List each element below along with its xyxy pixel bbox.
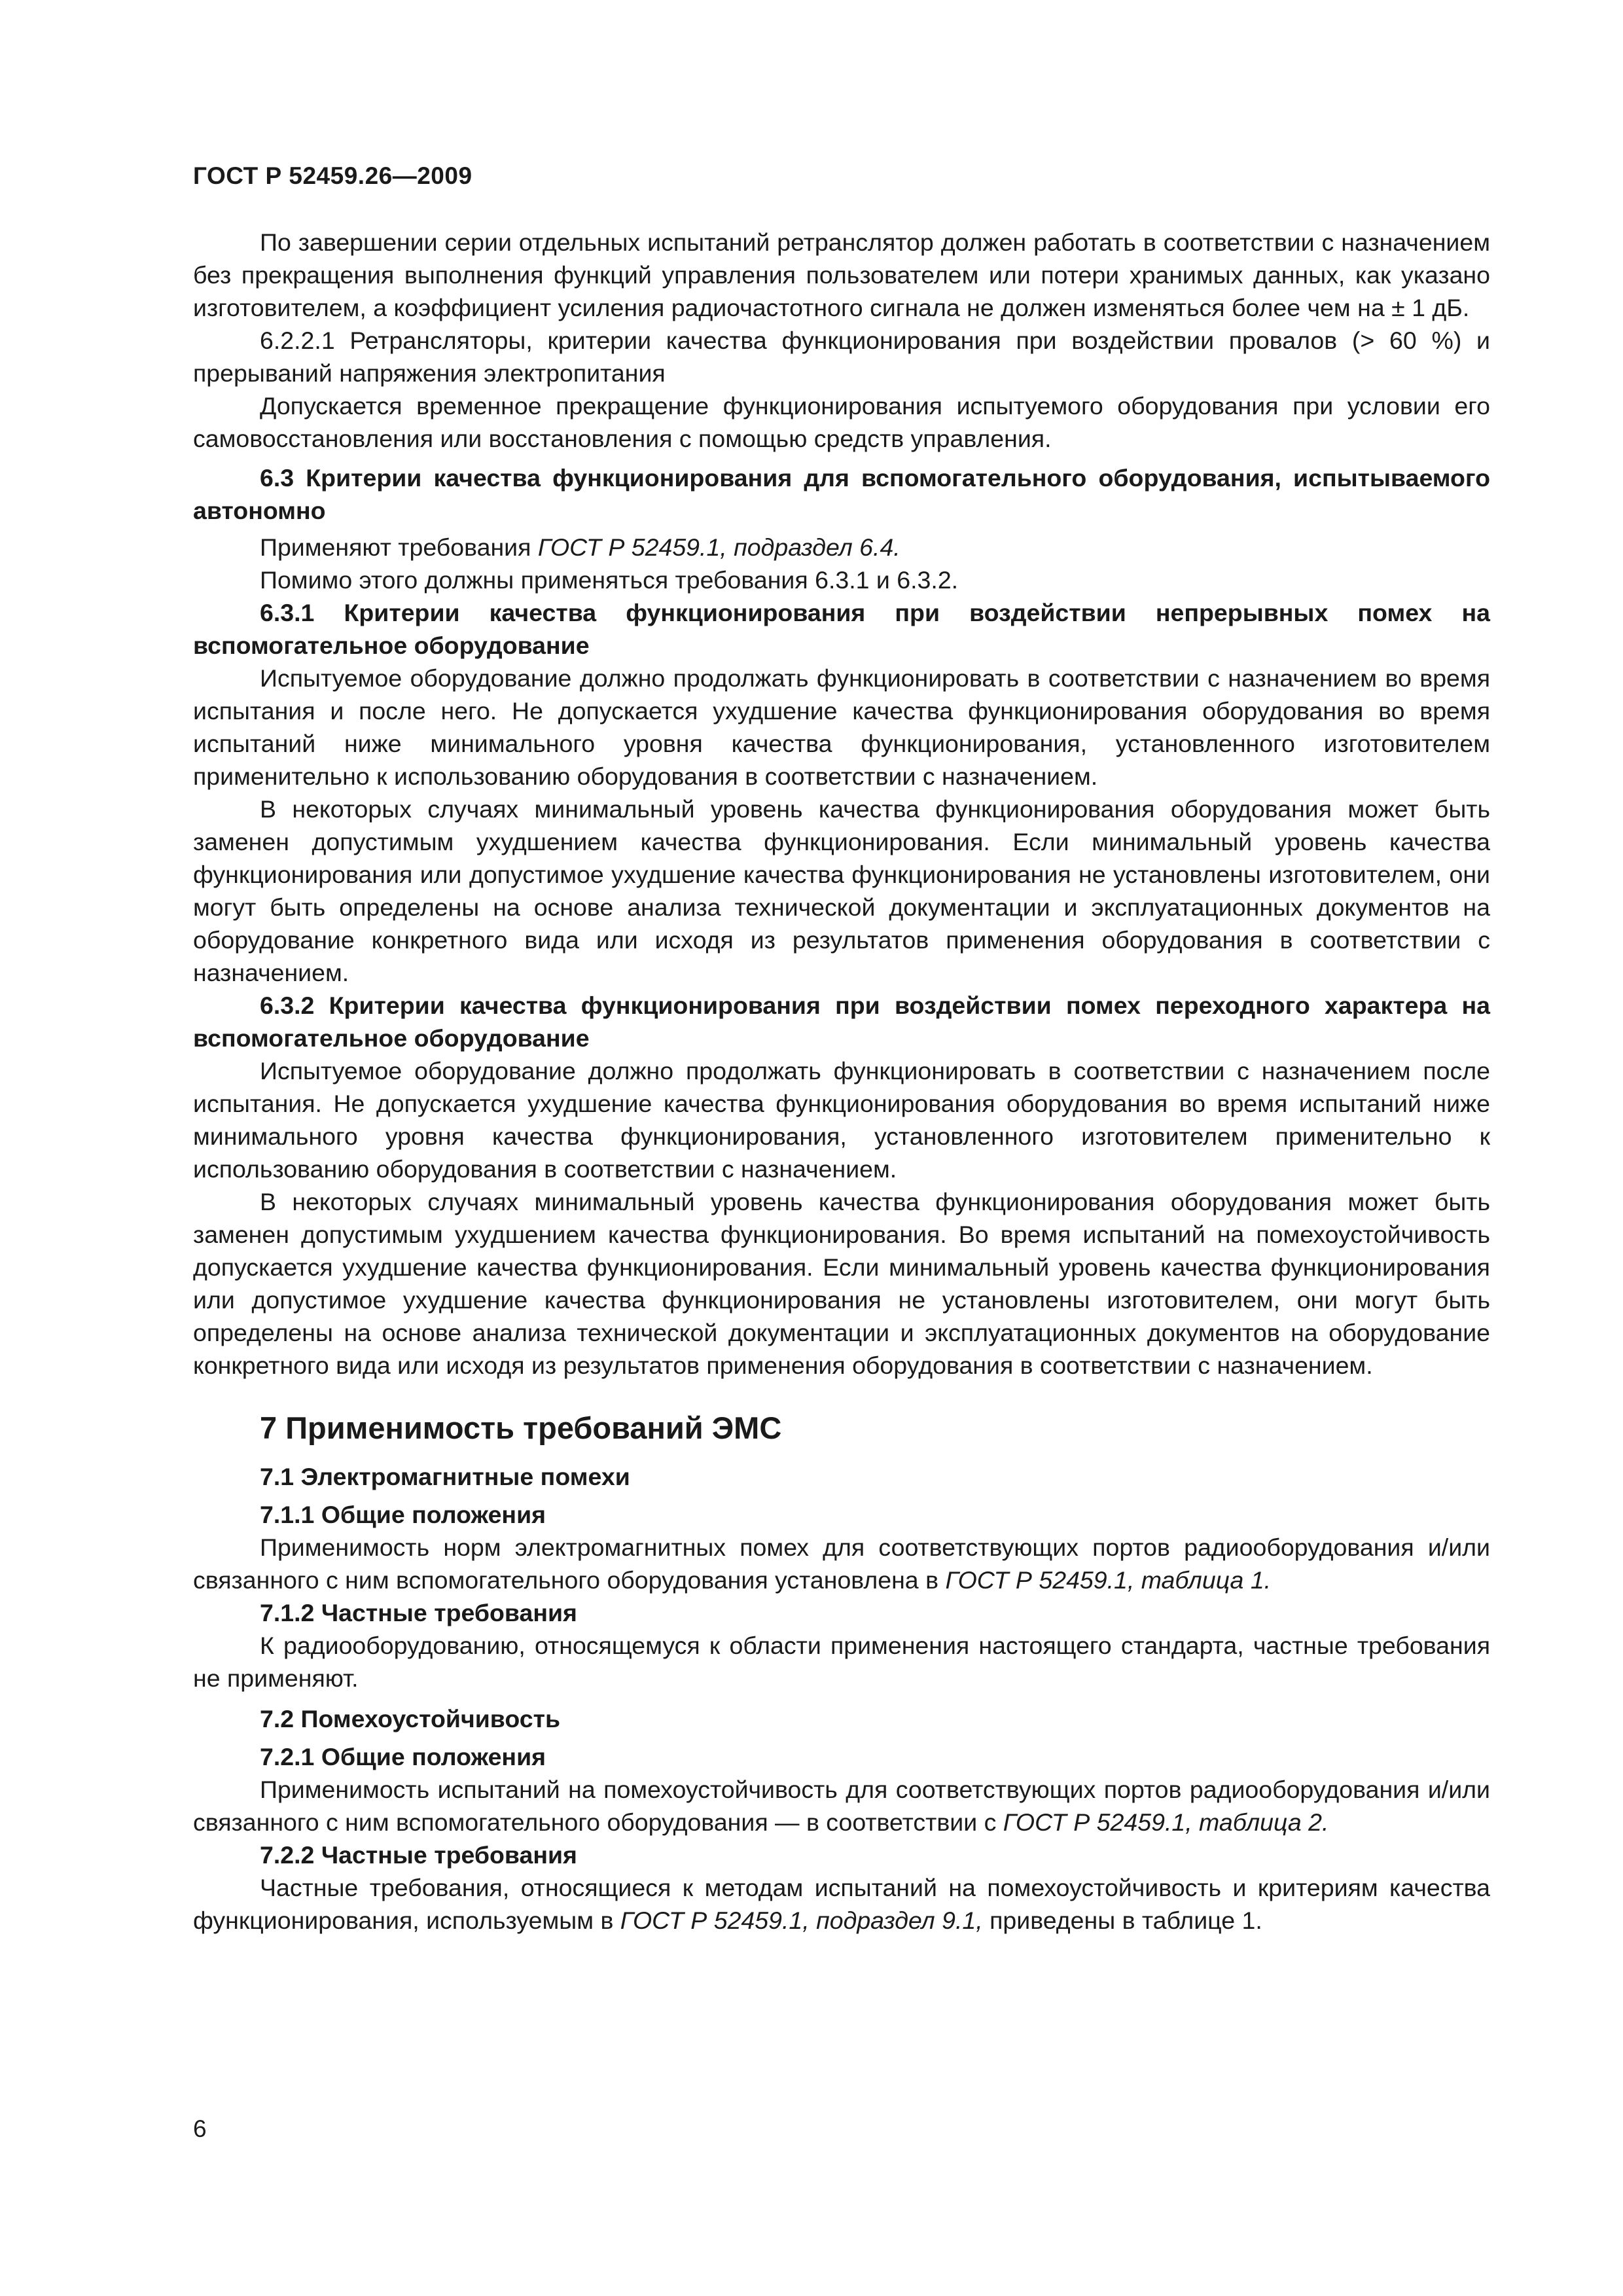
document-header: ГОСТ Р 52459.26—2009 — [193, 162, 473, 189]
section-heading-7-1: 7.1 Электромагнитные помехи — [260, 1463, 630, 1490]
section-heading-7-2-2: 7.2.2 Частные требования — [260, 1841, 577, 1869]
paragraph: По завершении серии отдельных испытаний ретранслятор должен работать в соответствии с назначением без прекращения выполнения функций управления пользователем или потери хранимых данных, как указано изготовителем, а коэффициент усиления радиочастотного сигнала не должен изменяться более чем на ± 1 дБ. — [193, 228, 1490, 321]
paragraph: Помимо этого должны применяться требования 6.3.1 и 6.3.2. — [260, 566, 959, 594]
paragraph: 6.2.2.1 Ретрансляторы, критерии качества функционирования при воздействии провалов (> 60 %) и прерываний напряжения электропитания — [193, 327, 1490, 387]
section-heading-6-3: 6.3 Критерии качества функционирования для вспомогательного оборудования, испытываемого автономно — [193, 464, 1490, 524]
paragraph: Частные требования, относящиеся к методам испытаний на помехоустойчивость и критериям качества функционирования, используемым в ГОСТ Р 52459.1, подраздел 9.1, приведены в таблице 1. — [193, 1874, 1490, 1934]
paragraph: Применимость норм электромагнитных помех для соответствующих портов радиооборудования и/или связанного с ним вспомогательного оборудования установлена в ГОСТ Р 52459.1, таблица 1. — [193, 1534, 1490, 1594]
reference: ГОСТ Р 52459.1, подраздел 9.1, — [620, 1907, 983, 1934]
reference: ГОСТ Р 52459.1, таблица 2. — [1003, 1808, 1329, 1836]
paragraph: Допускается временное прекращение функционирования испытуемого оборудования при условии его самовосстановления или восстановления с помощью средств управления. — [193, 392, 1490, 452]
paragraph: В некоторых случаях минимальный уровень качества функционирования оборудования может быть заменен допустимым ухудшением качества функционирования. Если минимальный уровень качества функционирования или допустимое ухудшение качества функционирования не установлены изготовителем, они могут быть определены на основе анализа технической документации и эксплуатационных документов на оборудование конкретного вида или исходя из результатов применения оборудования в соответствии с назначением. — [193, 795, 1490, 986]
paragraph: В некоторых случаях минимальный уровень качества функционирования оборудования может быть заменен допустимым ухудшением качества функционирования. Во время испытаний на помехоустойчивость допускается ухудшение качества функционирования. Если минимальный уровень качества функционирования или допустимое ухудшение качества функционирования не установлены изготовителем, они могут быть определены на основе анализа технической документации и эксплуатационных документов на оборудование конкретного вида или исходя из результатов применения оборудования в соответствии с назначением. — [193, 1188, 1490, 1379]
section-heading-7-2-1: 7.2.1 Общие положения — [260, 1743, 546, 1770]
paragraph: Применимость испытаний на помехоустойчивость для соответствующих портов радиооборудования и/или связанного с ним вспомогательного оборудования — в соответствии с ГОСТ Р 52459.1, таблица 2. — [193, 1776, 1490, 1836]
paragraph: К радиооборудованию, относящемуся к области применения настоящего стандарта, частные требования не применяют. — [193, 1632, 1490, 1692]
section-heading-7: 7 Применимость требований ЭМС — [260, 1410, 782, 1445]
document-body — [193, 226, 1490, 1937]
section-heading-7-1-1: 7.1.1 Общие положения — [260, 1501, 546, 1528]
paragraph: Испытуемое оборудование должно продолжать функционировать в соответствии с назначением после испытания. Не допускается ухудшение качества функционирования оборудования во время испытаний ниже минимального уровня качества функционирования, установленного изготовителем применительно к использованию оборудования в соответствии с назначением. — [193, 1057, 1490, 1183]
section-heading-7-1-2: 7.1.2 Частные требования — [260, 1599, 577, 1626]
section-heading-6-3-2: 6.3.2 Критерии качества функционирования при воздействии помех переходного характера на вспомогательное оборудование — [193, 992, 1490, 1052]
reference: ГОСТ Р 52459.1, таблица 1. — [945, 1566, 1272, 1594]
section-heading-7-2: 7.2 Помехоустойчивость — [260, 1705, 561, 1732]
paragraph: Испытуемое оборудование должно продолжать функционировать в соответствии с назначением во время испытания и после него. Не допускается ухудшение качества функционирования оборудования во время испытаний ниже минимального уровня качества функционирования, установленного изготовителем применительно к использованию оборудования в соответствии с назначением. — [193, 664, 1490, 790]
section-heading-6-3-1: 6.3.1 Критерии качества функционирования при воздействии непрерывных помех на вспомогательное оборудование — [193, 599, 1490, 659]
paragraph: Применяют требования ГОСТ Р 52459.1, подраздел 6.4. — [260, 533, 901, 561]
reference: ГОСТ Р 52459.1, подраздел 6.4. — [537, 533, 901, 561]
page-number: 6 — [193, 2115, 207, 2142]
